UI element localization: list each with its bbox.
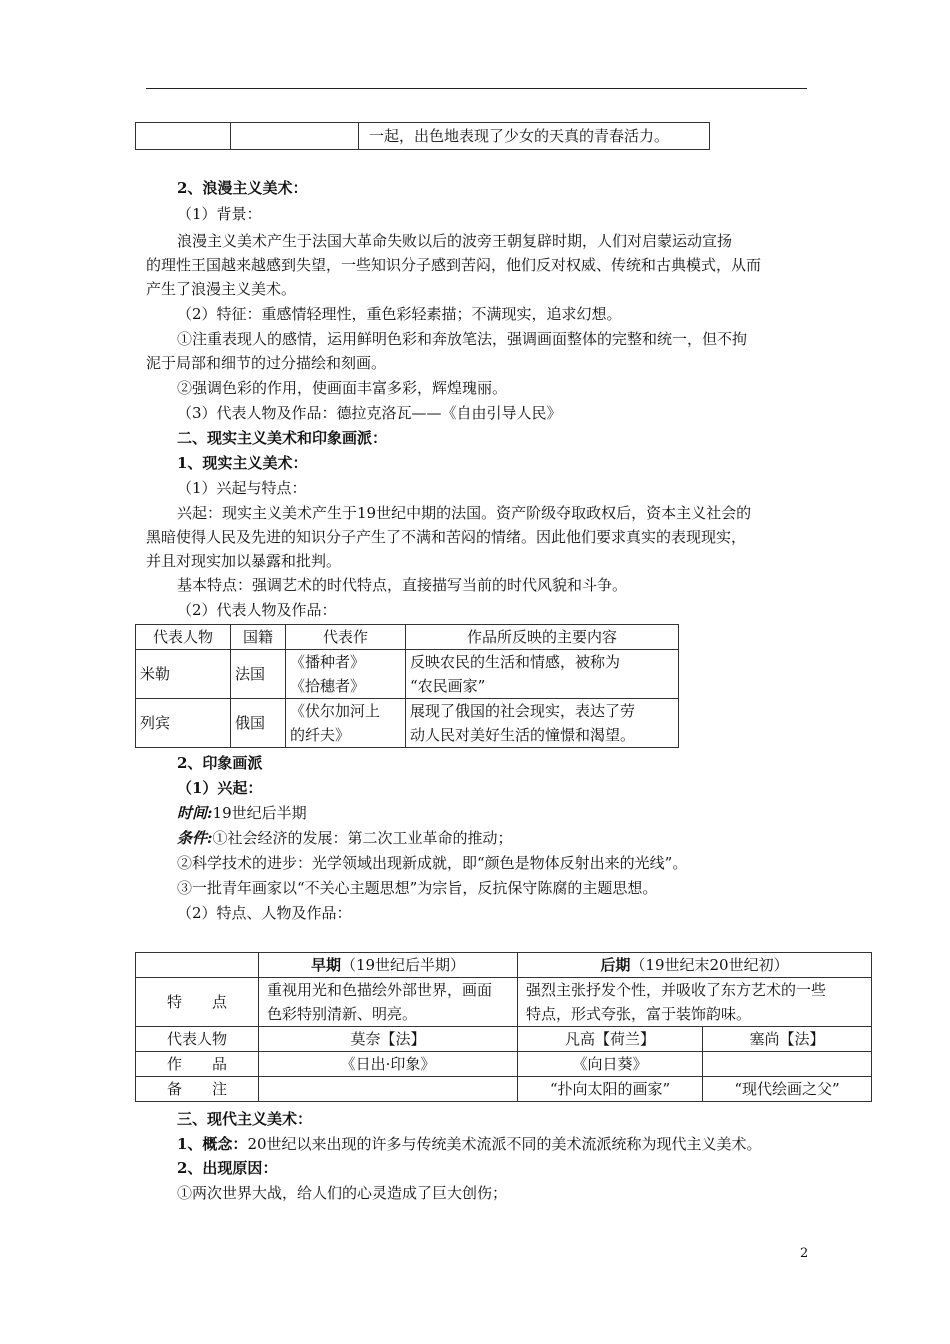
table-row — [136, 1027, 872, 1052]
note-cell: “现代绘画之父” — [703, 1077, 872, 1102]
point-line: ②强调色彩的作用，使画面丰富多彩，辉煌瑰丽。 — [177, 379, 508, 397]
feature-line: 色彩特别清新、明亮。 — [267, 1005, 418, 1023]
table-header-cell: 作品所反映的主要内容 — [406, 625, 679, 650]
table-header-cell: 国籍 — [231, 625, 286, 650]
work-title: 《伏尔加河上 — [290, 702, 381, 720]
note-cell: “扑向太阳的画家” — [518, 1077, 703, 1102]
table-row — [136, 650, 679, 699]
basic-features-line: 基本特点：强调艺术的时代特点，直接描写当前的时代风貌和斗争。 — [177, 576, 628, 594]
content-line: “农民画家” — [410, 677, 486, 695]
paragraph-line: 浪漫主义美术产生于法国大革命失败以后的波旁王朝复辟时期，人们对启蒙运动宣扬 — [177, 232, 733, 250]
paragraph-line: 的理性王国越来越感到失望，一些知识分子感到苦闷，他们反对权威、传统和古典模式，从而 — [146, 256, 762, 274]
late-period: （19世纪末20世纪初） — [630, 956, 789, 974]
person-cell: 塞尚【法】 — [703, 1027, 872, 1052]
paragraph-line: 产生了浪漫主义美术。 — [146, 280, 297, 298]
work-cell: 《日出·印象》 — [259, 1052, 518, 1077]
table-cell — [231, 123, 359, 150]
person-cell: 米勒 — [136, 650, 231, 699]
point-line: 泥于局部和细节的过分描绘和刻画。 — [146, 354, 387, 372]
table-header-cell — [136, 953, 259, 978]
early-feature-cell — [259, 978, 518, 1027]
features-label: （2）特点、人物及作品： — [177, 904, 352, 922]
representative-line: （3）代表人物及作品：德拉克洛瓦——《自由引导人民》 — [177, 404, 562, 422]
table-row — [136, 123, 710, 150]
early-period: （19世纪后半期） — [340, 956, 466, 974]
table-row — [136, 699, 679, 748]
note-cell — [259, 1077, 518, 1102]
table-header-cell — [259, 953, 518, 978]
feature-line: 特点，形式夸张，富于装饰韵味。 — [526, 1005, 752, 1023]
work-title: 《播种者》 — [290, 653, 366, 671]
person-cell: 莫奈【法】 — [259, 1027, 518, 1052]
person-cell: 列宾 — [136, 699, 231, 748]
nation-cell: 法国 — [231, 650, 286, 699]
content-line: 展现了俄国的社会现实，表达了劳 — [410, 702, 636, 720]
content-cell — [406, 650, 679, 699]
time-line — [177, 802, 307, 824]
table-cell — [136, 123, 231, 150]
section-heading-modernism: 三、现代主义美术： — [177, 1110, 313, 1128]
table-header-cell — [518, 953, 872, 978]
late-label: 后期 — [600, 956, 631, 974]
late-feature-cell — [518, 978, 872, 1027]
row-label-cell: 作 品 — [136, 1052, 259, 1077]
content-line: 动人民对美好生活的憧憬和渴望。 — [410, 726, 636, 744]
point-line: ①注重表现人的感情，运用鲜明色彩和奔放笔法，强调画面整体的完整和统一，但不拘 — [177, 330, 748, 348]
reason-label: 2、出现原因： — [177, 1159, 278, 1177]
subsection-heading-realism: 1、现实主义美术： — [177, 454, 308, 472]
condition-line: ③一批青年画家以“不关心主题思想”为宗旨，反抗保守陈腐的主题思想。 — [177, 879, 658, 897]
paragraph-line: 兴起：现实主义美术产生于19世纪中期的法国。资产阶级夺取政权后，资本主义社会的 — [177, 504, 752, 522]
content-line: 反映农民的生活和情感，被称为 — [410, 653, 621, 671]
concept-line — [177, 1133, 762, 1155]
table-row — [136, 1077, 872, 1102]
table-row — [136, 1052, 872, 1077]
table-header-cell: 代表人物 — [136, 625, 231, 650]
row-label-cell: 特 点 — [136, 978, 259, 1027]
content-cell — [406, 699, 679, 748]
row-label-cell: 代表人物 — [136, 1027, 259, 1052]
section-heading-realism-impressionism: 二、现实主义美术和印象画派： — [177, 429, 388, 447]
condition-line: ②科学技术的进步：光学领域出现新成就，即“颜色是物体反射出来的光线”。 — [177, 854, 688, 872]
feature-line: 重视用光和色描绘外部世界，画面 — [267, 981, 493, 999]
concept-label: 1、概念： — [177, 1135, 248, 1153]
impressionism-table — [135, 952, 872, 1102]
table-header-row — [136, 953, 872, 978]
section-heading-romanticism: 2、浪漫主义美术： — [177, 179, 308, 197]
condition-text: ①社会经济的发展：第二次工业革命的推动； — [212, 829, 513, 847]
paragraph-line: 黑暗使得人民及先进的知识分子产生了不满和苦闷的情绪。因此他们要求真实的表现现实， — [146, 528, 747, 546]
early-label: 早期 — [310, 956, 341, 974]
work-title: 《拾穗者》 — [290, 677, 366, 695]
rise-label: （1）兴起与特点： — [177, 479, 307, 497]
condition-label: 条件: — [177, 829, 213, 847]
paragraph-line: 并且对现实加以暴露和批判。 — [146, 552, 342, 570]
nation-cell: 俄国 — [231, 699, 286, 748]
page-number: 2 — [800, 1246, 809, 1261]
features-line: （2）特征：重感情轻理性，重色彩轻素描；不满现实，追求幻想。 — [177, 305, 622, 323]
feature-line: 强烈主张抒发个性，并吸收了东方艺术的一些 — [526, 981, 827, 999]
time-label: 时间: — [177, 804, 213, 822]
table-header-cell: 代表作 — [286, 625, 406, 650]
person-cell: 凡高【荷兰】 — [518, 1027, 703, 1052]
table-header-row — [136, 625, 679, 650]
top-continuation-table — [135, 122, 710, 150]
header-rule — [146, 88, 807, 89]
representative-label: （2）代表人物及作品： — [177, 601, 337, 619]
work-cell: 《向日葵》 — [518, 1052, 703, 1077]
subsection-heading-impressionism: 2、印象画派 — [177, 754, 263, 772]
works-cell — [286, 650, 406, 699]
table-row — [136, 978, 872, 1027]
table-cell: 一起，出色地表现了少女的天真的青春活力。 — [359, 123, 710, 150]
realism-table — [135, 624, 679, 748]
work-title: 的纤夫》 — [290, 726, 351, 744]
reason-line: ①两次世界大战，给人们的心灵造成了巨大创伤； — [177, 1184, 508, 1202]
background-label: （1）背景： — [177, 205, 262, 223]
condition-line — [177, 827, 513, 849]
row-label-cell: 备 注 — [136, 1077, 259, 1102]
time-value: 19世纪后半期 — [212, 804, 307, 822]
concept-text: 20世纪以来出现的许多与传统美术流派不同的美术流派统称为现代主义美术。 — [247, 1135, 762, 1153]
rise-heading: （1）兴起： — [177, 779, 263, 797]
work-cell — [703, 1052, 872, 1077]
works-cell — [286, 699, 406, 748]
